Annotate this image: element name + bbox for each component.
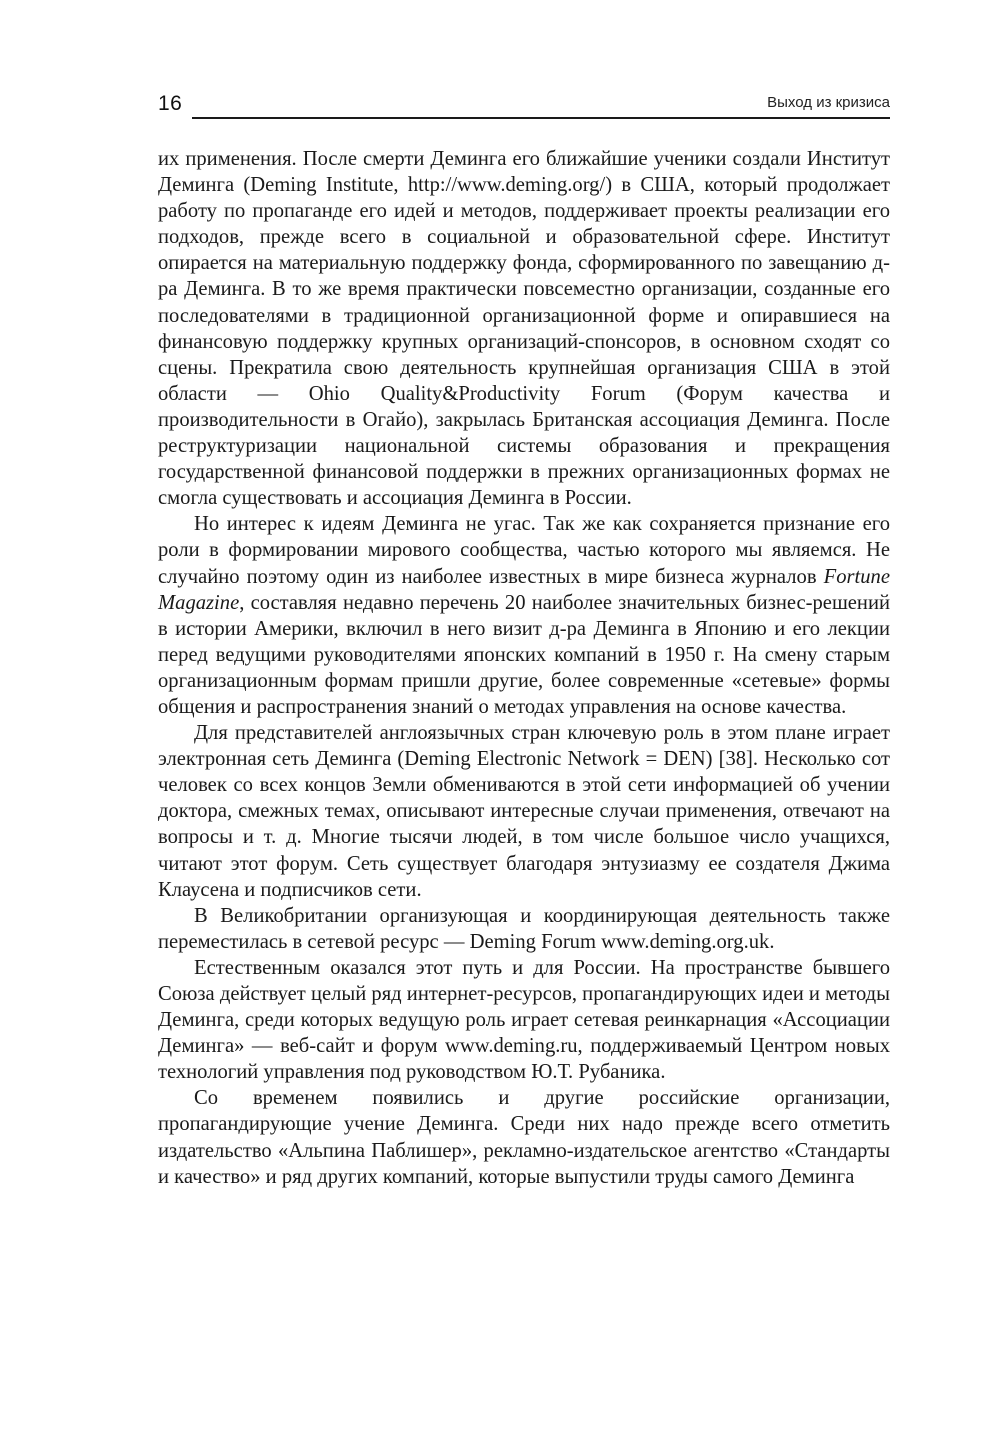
- page-header: [158, 90, 890, 118]
- paragraph-russia: Естественным оказался этот путь и для России. На пространстве бывшего Союза действует целый ряд интернет-ресурсов, пропагандирующих идеи и методы Деминга, среди которых ведущую роль играет сетевая реинкарнация «Ассоциации Деминга» — веб-сайт и форум www.deming.ru, поддерживаемый Центром новых технологий управления под руководством Ю.Т. Рубаника.: [158, 956, 890, 1084]
- running-title: Выход из кризиса: [767, 94, 890, 111]
- header-rule: [192, 117, 890, 119]
- paragraph-deming-electronic-network: Для представителей англоязычных стран ключевую роль в этом плане играет электронная сеть Деминга (Deming Electronic Network = DEN) [38]. Несколько сот человек со всех концов Земли обмениваются в этой сети информацией об учении доктора, смежных темах, описывают интересные случаи применения, отвечают на вопросы и т. д. Многие тысячи людей, в том числе большое число учащихся, читают этот форум. Сеть существует благодаря энтузиазму ее создателя Джима Клаусена и подписчиков сети.: [158, 722, 890, 901]
- magazine-title-italic: Fortune Magazine: [158, 565, 890, 614]
- paragraph-great-britain: В Великобритании организующая и координирующая деятельность также переместилась в сетевой ресурс — Deming Forum www.deming.org.uk.: [158, 904, 890, 953]
- paragraph-russian-organizations: Со временем появились и другие российские организации, пропагандирующие учение Деминга. Среди них надо прежде всего отметить издательство «Альпина Паблишер», рекламно-издательское агентство «Стандарты и качество» и ряд других компаний, которые выпустили труды самого Деминга: [158, 1087, 890, 1188]
- paragraph-fortune-magazine: [158, 511, 890, 720]
- body-text: [158, 146, 890, 1190]
- paragraph-text: , составляя недавно перечень 20 наиболее значительных бизнес-решений в истории Америки, включил в него визит д-ра Деминга в Японию и его лекции перед ведущими руководителями японских компаний в 1950 г. На смену старым организационным формам пришли другие, более современные «сетевые» формы общения и распространения знаний о методах управления на основе качества.: [158, 591, 890, 718]
- paragraph-text: Но интерес к идеям Деминга не угас. Так же как сохраняется признание его роли в формировании мирового сообщества, частью которого мы являемся. Не случайно поэтому один из наиболее известных в мире бизнеса журналов: [158, 513, 890, 588]
- page-number: 16: [158, 92, 183, 115]
- paragraph-continuation: их применения. После смерти Деминга его ближайшие ученики создали Институт Деминга (Deming Institute, http://www.deming.org/) в США, который продолжает работу по пропаганде его идей и методов, поддерживает проекты реализации его подходов, прежде всего в социальной и образовательной сфере. Институт опирается на материальную поддержку фонда, сформированного по завещанию д-ра Деминга. В то же время практически повсеместно организации, созданные его последователями в традиционной организационной форме и опиравшиеся на финансовую поддержку крупных организаций-спонсоров, в основном сходят со сцены. Прекратила свою деятельность крупнейшая организация США в этой области — Ohio Quality&Productivity Forum (Форум качества и производительности в Огайо), закрылась Британская ассоциация Деминга. После реструктуризации национальной системы образования и прекращения государственной финансовой поддержки в прежних организационных формах не смогла существовать и ассоциация Деминга в России.: [158, 148, 890, 510]
